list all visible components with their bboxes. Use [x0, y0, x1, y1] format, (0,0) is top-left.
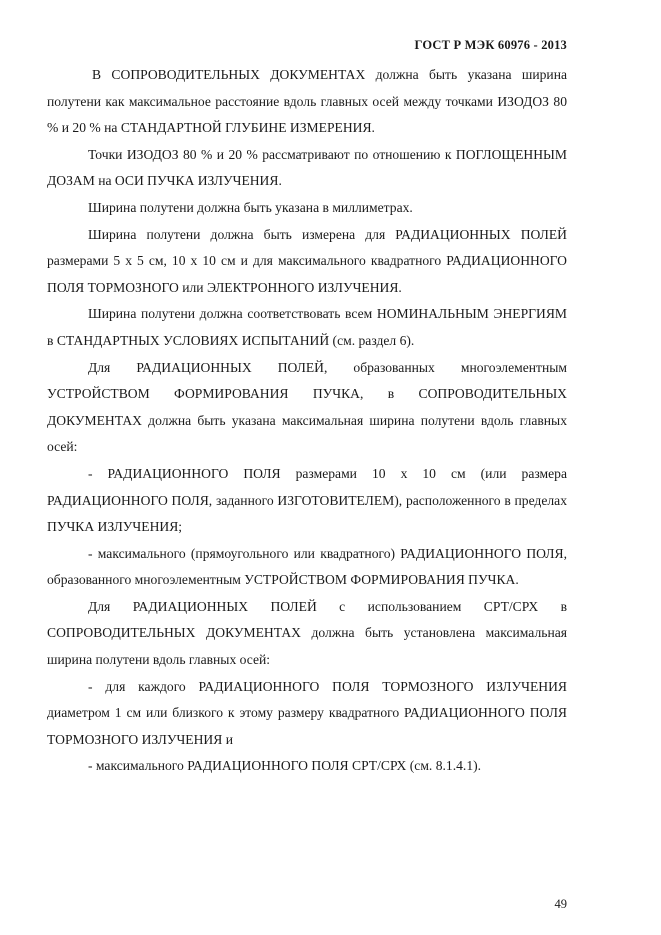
- list-item-1cm-field: - для каждого РАДИАЦИОННОГО ПОЛЯ ТОРМОЗНОГО ИЗЛУЧЕНИЯ диаметром 1 см или близкого к этому размеру квадратного РАДИАЦИОННОГО ПОЛЯ ТОРМОЗНОГО ИЗЛУЧЕНИЯ и: [47, 678, 567, 747]
- document-body: [47, 62, 567, 780]
- list-item-field-10x10: - РАДИАЦИОННОГО ПОЛЯ размерами 10 х 10 см (или размера РАДИАЦИОННОГО ПОЛЯ, заданного ИЗГОТОВИТЕЛЕМ), расположенного в пределах ПУЧКА ИЗЛУЧЕНИЯ;: [47, 465, 567, 535]
- standard-code-header: ГОСТ Р МЭК 60976 - 2013: [414, 38, 567, 52]
- paragraph-nominal-energies: Ширина полутени должна соответствовать всем НОМИНАЛЬНЫМ ЭНЕРГИЯМ в СТАНДАРТНЫХ УСЛОВИЯХ ИСПЫТАНИЙ (см. раздел 6).: [47, 306, 567, 348]
- page-number: 49: [554, 897, 567, 911]
- list-item-max-field: - максимального (прямоугольного или квадратного) РАДИАЦИОННОГО ПОЛЯ, образованного многоэлементным УСТРОЙСТВОМ ФОРМИРОВАНИЯ ПУЧКА.: [47, 545, 567, 588]
- paragraph-isodose-points: Точки ИЗОДОЗ 80 % и 20 % рассматривают по отношению к ПОГЛОЩЕННЫМ ДОЗАМ на ОСИ ПУЧКА ИЗЛУЧЕНИЯ.: [47, 146, 567, 189]
- list-item-max-crt-field: - максимального РАДИАЦИОННОГО ПОЛЯ СРТ/СРХ (см. 8.1.4.1).: [88, 758, 482, 774]
- paragraph-field-sizes: Ширина полутени должна быть измерена для РАДИАЦИОННЫХ ПОЛЕЙ размерами 5 х 5 см, 10 х 10 см и для максимального квадратного РАДИАЦИОННОГО ПОЛЯ ТОРМОЗНОГО или ЭЛЕКТРОННОГО ИЗЛУЧЕНИЯ.: [47, 226, 567, 295]
- paragraph-crt-intro: Для РАДИАЦИОННЫХ ПОЛЕЙ с использованием СРТ/СРХ в СОПРОВОДИТЕЛЬНЫХ ДОКУМЕНТАХ должна быть установлена максимальная ширина полутени вдоль главных осей:: [47, 598, 567, 668]
- paragraph-penumbra-definition: В СОПРОВОДИТЕЛЬНЫХ ДОКУМЕНТАХ должна быть указана ширина полутени как максимальное расстояние вдоль главных осей между точками ИЗОДОЗ 80 % и 20 % на СТАНДАРТНОЙ ГЛУБИНЕ ИЗМЕРЕНИЯ.: [47, 67, 567, 136]
- paragraph-units: Ширина полутени должна быть указана в миллиметрах.: [88, 199, 413, 215]
- paragraph-multileaf-intro: Для РАДИАЦИОННЫХ ПОЛЕЙ, образованных многоэлементным УСТРОЙСТВОМ ФОРМИРОВАНИЯ ПУЧКА, в СОПРОВОДИТЕЛЬНЫХ ДОКУМЕНТАХ должна быть указана максимальная ширина полутени вдоль главных осей:: [47, 359, 567, 455]
